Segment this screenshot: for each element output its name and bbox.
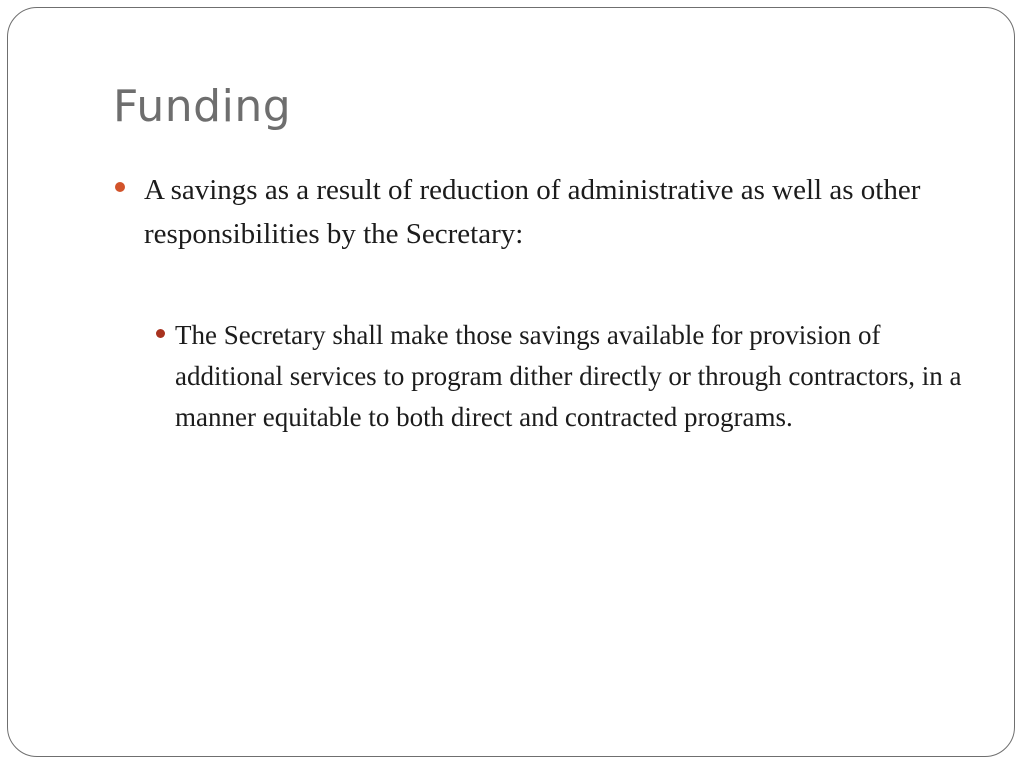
bullet-level-2: The Secretary shall make those savings available for provision of additional services to program dither directly or through contractors, in a manner equitable to both direct and contracted programs.: [175, 320, 962, 432]
sub-bullet-dot-icon: [156, 329, 165, 338]
bullet-level-1: A savings as a result of reduction of administrative as well as other responsibilities by the Secretary:: [144, 174, 921, 250]
bullet-dot-icon: [115, 182, 125, 192]
slide-title: Funding: [113, 81, 292, 132]
